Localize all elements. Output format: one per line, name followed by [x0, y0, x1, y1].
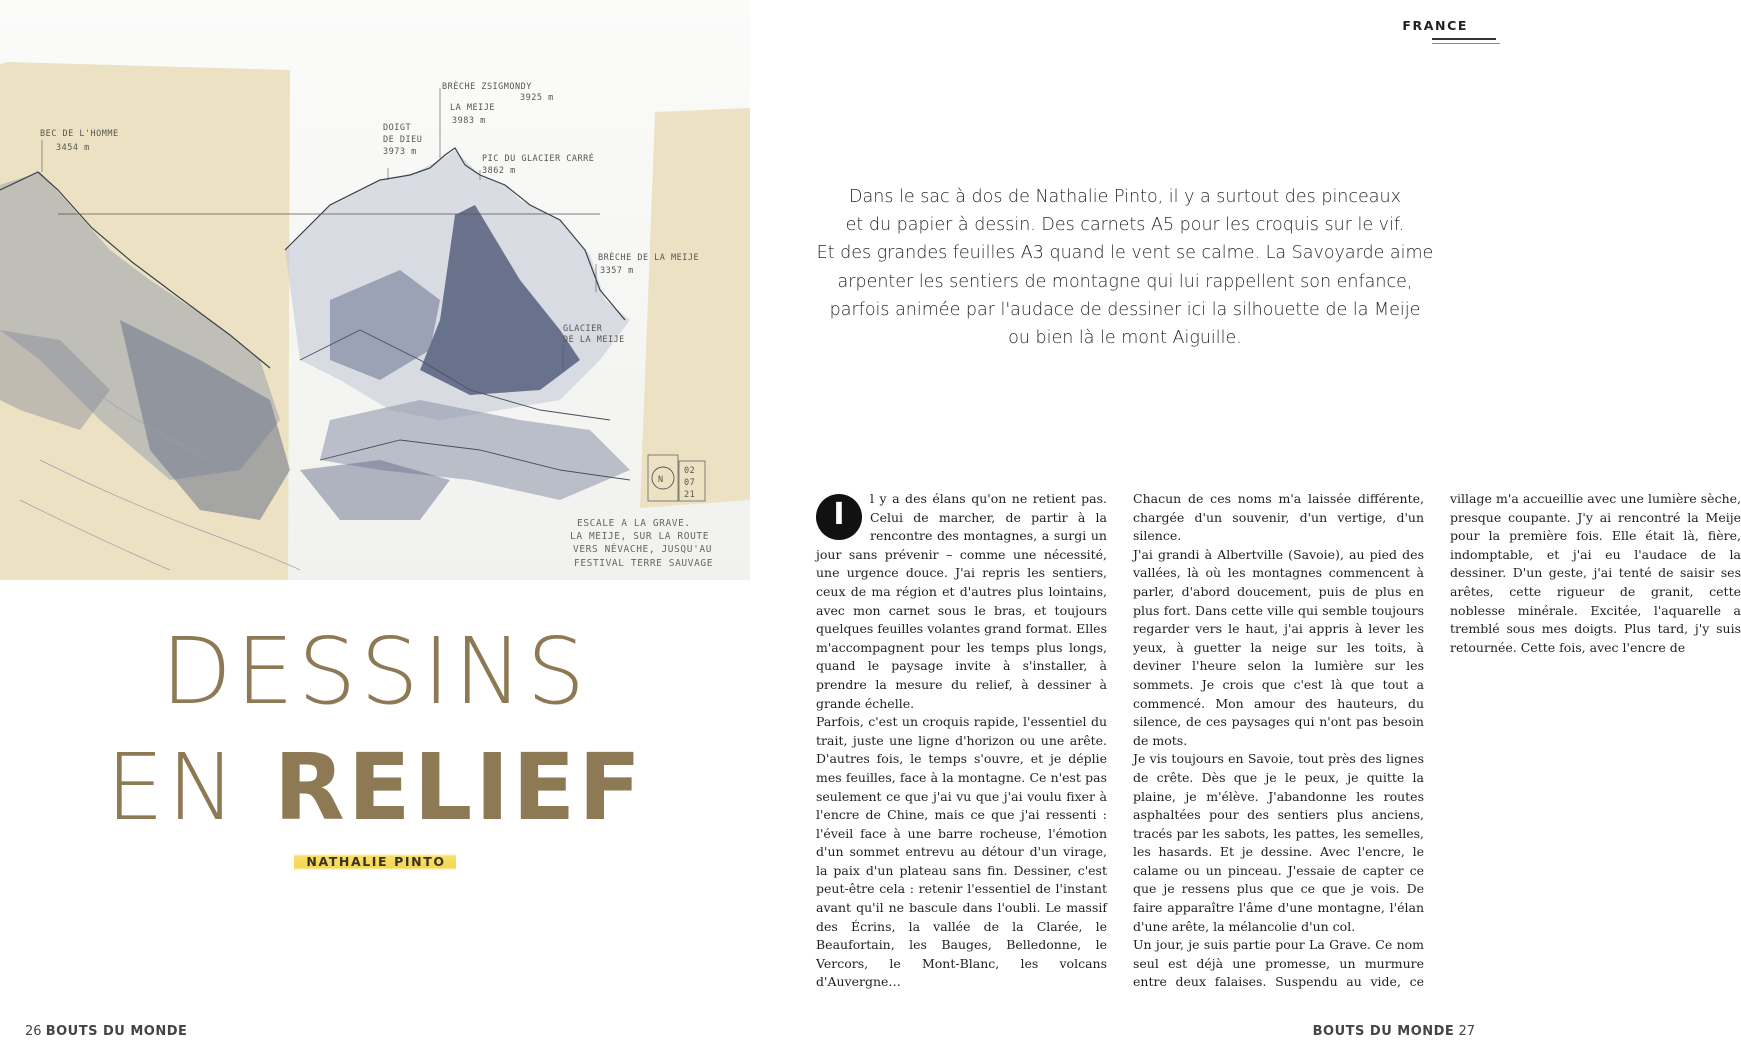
label-glacier-2: DE LA MEIJE	[563, 335, 625, 345]
intro-line: et du papier à dessin. Des carnets A5 pour les croquis sur le vif.	[845, 215, 1405, 236]
intro-line: Et des grandes feuilles A3 quand le vent se calme. La Savoyarde aime	[816, 243, 1434, 264]
magazine-name-left: BOUTS DU MONDE	[45, 1024, 188, 1039]
title-line-2-bold: RELIEF	[273, 734, 645, 841]
title-line-1: DESSINS	[160, 618, 590, 725]
intro-line: parfois animée par l'audace de dessiner ici la silhouette de la Meije	[829, 299, 1421, 320]
label-bec-alt: 3454 m	[56, 143, 90, 153]
tan-wash-right	[640, 108, 750, 508]
body-paragraph: Chacun de ces noms m'a laissée différente, chargée d'un souvenir, d'un vertige, d'un silence.	[1133, 491, 1424, 544]
page-number-left: 26	[25, 1024, 42, 1039]
stamp-month: 07	[684, 478, 696, 488]
body-paragraph: l y a des élans qu'on ne retient pas. Celui de marcher, de partir à la rencontre des montagnes, a surgi un jour sans prévenir – comme une nécessité, une urgence douce. J'ai repris les sentiers, ceux de ma région et d'autres plus lointains, avec mon carnet sous le bras, et toujours quelques feuilles volantes grand format. Elles m'accompagnent pour les temps plus longs, quand le paysage invite à s'installer, à prendre la mesure du relief, à dessiner à grande échelle.	[816, 491, 1107, 711]
label-pic-alt: 3862 m	[482, 166, 516, 176]
article-body	[816, 490, 1741, 1000]
note-line-1: ESCALE A LA GRAVE.	[577, 518, 691, 529]
note-line-2: LA MEIJE, SUR LA ROUTE	[570, 531, 710, 542]
note-line-4: FESTIVAL TERRE SAUVAGE	[574, 558, 714, 569]
intro-standfirst	[800, 183, 1450, 352]
body-paragraph: Je vis toujours en Savoie, tout près des lignes de crête. Dès que je le peux, je quitte la plaine, je m'élève. J'abandonne les routes asphaltées pour des sentiers plus anciens, tracés par les sabots, les pattes, les semelles, les hasards. Et je dessine. Avec l'encre, le calame ou un pinceau. J'essaie de capter ce que je ressens plus que ce que je vois. De faire apparaître l'âme d'une montagne, l'élan d'une arête, la mélancolie d'un col.	[1133, 751, 1424, 934]
label-breche-meije-alt: 3357 m	[600, 266, 634, 276]
label-doigt-2: DE DIEU	[383, 135, 423, 145]
label-meije-alt: 3983 m	[452, 116, 486, 126]
mountain-sketch-artwork	[0, 0, 750, 580]
section-tag: FRANCE	[1402, 18, 1468, 33]
title-line-2	[0, 734, 750, 841]
label-glacier-1: GLACIER	[563, 324, 603, 334]
sketch-svg	[0, 0, 750, 580]
intro-line: arpenter les sentiers de montagne qui lui rappellent son enfance,	[837, 271, 1413, 292]
label-breche-meije: BRÈCHE DE LA MEIJE	[598, 253, 700, 263]
body-paragraph: Un jour, je suis partie pour La Grave. Ce nom seul est déjà une promesse, un murmure entre deux falaises. Suspendu au vide, ce village m'a accueillie avec une lumière sèche, presque coupante. J'y ai rencontré la Meije pour la première fois. Elle était là, fière, indomptable, et j'ai eu l'audace de la dessiner. D'un geste, j'ai tenté de saisir ses arêtes, cette rigueur de granit, cette noblesse minérale. Excitée, l'aquarelle a tremblé sous mes doigts. Plus tard, j'y suis retournée. Cette fois, avec l'encre de	[1133, 491, 1741, 990]
intro-line: ou bien là le mont Aiguille.	[1008, 328, 1242, 349]
folio-left	[25, 1024, 187, 1039]
title-line-2-light: EN	[105, 734, 239, 841]
stamp-day: 02	[684, 466, 696, 476]
dropcap-letter: I	[833, 497, 845, 532]
magazine-name-right: BOUTS DU MONDE	[1312, 1024, 1455, 1039]
label-pic-name: PIC DU GLACIER CARRÉ	[482, 154, 595, 164]
stamp-year: 21	[684, 490, 696, 500]
stamp-initials: N	[658, 475, 664, 485]
label-meije-name: LA MEIJE	[450, 103, 495, 113]
dropcap	[816, 494, 862, 540]
author-byline: NATHALIE PINTO	[294, 852, 455, 871]
byline-wrapper	[0, 852, 750, 871]
body-paragraph: J'ai grandi à Albertville (Savoie), au pied des vallées, là où les montagnes commencent à parler, d'abord doucement, puis de plus en plus fort. Dans cette ville qui semble toujours regarder vers le haut, j'ai appris à lever les yeux, à guetter la neige sur les toits, à deviner l'heure selon la lumière sur les sommets. Je crois que c'est là que tout a commencé. Mon amour des hauteurs, du silence, de ces paysages qui n'ont pas besoin de mots.	[1133, 546, 1424, 748]
label-breche-zsig: BRÈCHE ZSIGMONDY	[442, 82, 532, 92]
label-bec-name: BEC DE L'HOMME	[40, 129, 119, 139]
label-breche-zsig-alt: 3925 m	[520, 93, 554, 103]
section-rule	[1432, 38, 1496, 40]
label-doigt-1: DOIGT	[383, 123, 412, 133]
section-rule-thin	[1432, 43, 1500, 44]
body-paragraph: Parfois, c'est un croquis rapide, l'essentiel du trait, juste une ligne d'horizon ou une arête. D'autres fois, le temps s'ouvre, et je déplie mes feuilles, face à la montagne. Ce n'est pas seulement ce que j'ai vu que j'ai voulu fixer à l'encre de Chine, mais ce que j'ai ressenti : l'éveil face à une barre rocheuse, l'émotion d'un sommet entrevu au détour d'un virage, la paix d'un plateau sans fin. Dessiner, c'est peut-être cela : retenir l'essentiel de l'instant avant qu'il ne bascule dans l'oubli. Le massif des Écrins, la vallée de la Clarée, le Beaufortain, les Bauges, Belledonne, le Vercors, le Mont-Blanc, les volcans d'Auvergne…	[816, 714, 1107, 990]
folio-right	[1313, 1024, 1475, 1039]
page-number-right: 27	[1458, 1024, 1475, 1039]
label-doigt-alt: 3973 m	[383, 147, 417, 157]
note-line-3: VERS NÉVACHE, JUSQU'AU	[573, 544, 713, 555]
intro-line: Dans le sac à dos de Nathalie Pinto, il y a surtout des pinceaux	[849, 187, 1401, 207]
